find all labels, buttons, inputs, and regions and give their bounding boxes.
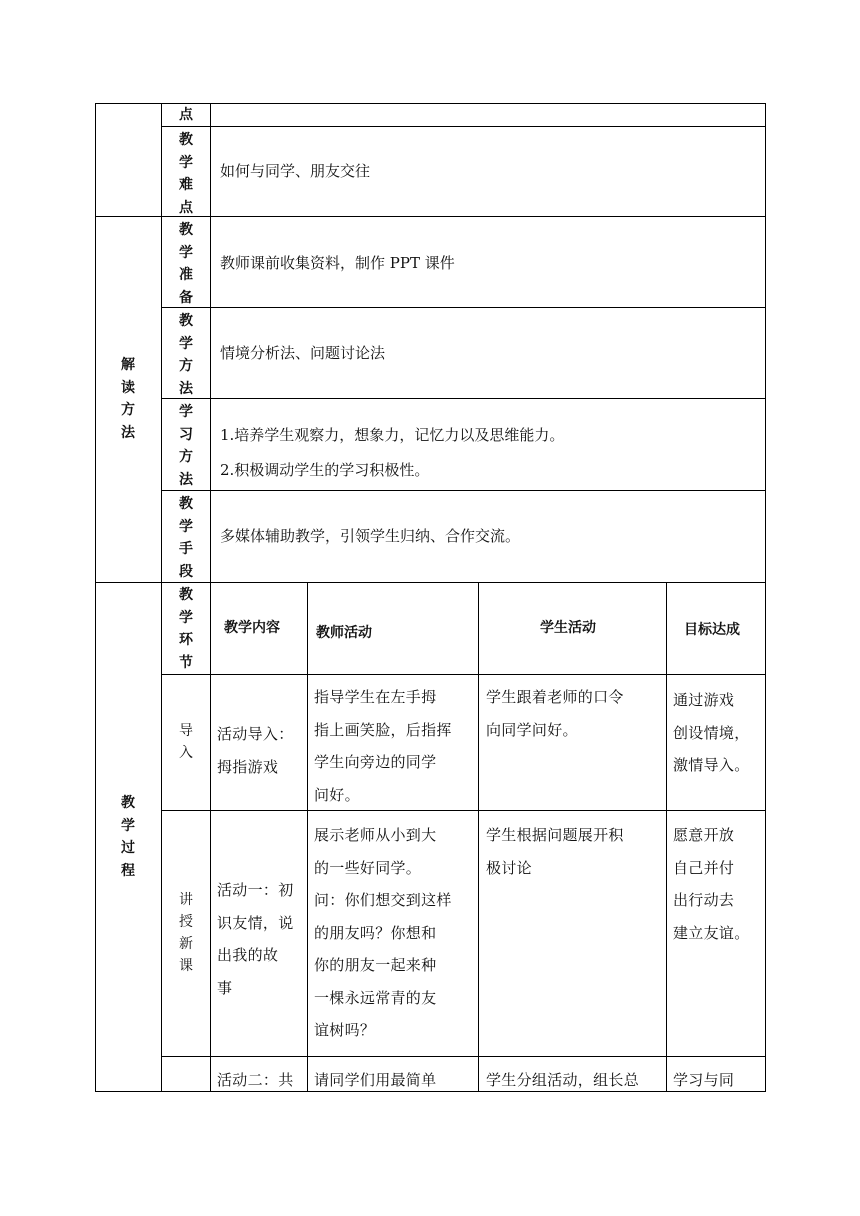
- lesson-teacher: [314, 819, 474, 1047]
- intro-student: [486, 681, 664, 746]
- rule: [95, 103, 96, 1092]
- label-char: 方: [179, 358, 193, 374]
- label-char: 教: [179, 222, 193, 238]
- label-char: 学: [179, 154, 193, 171]
- cell-line: 活动一：初: [217, 881, 294, 899]
- label-char: 备: [179, 289, 193, 306]
- cell-line: 活动导入：: [217, 725, 294, 743]
- label-char: 节: [179, 654, 193, 671]
- prep-label: [162, 219, 210, 309]
- cell-line: 事: [217, 978, 233, 997]
- stage-intro: [176, 720, 196, 764]
- cell-line: 一棵永远常青的友: [314, 988, 437, 1007]
- learning-method-line-1: 1.培养学生观察力，想象力，记忆力以及思维能力。: [220, 426, 565, 444]
- label-char: 教: [179, 587, 193, 603]
- rule: [666, 582, 667, 1092]
- lesson-student: [486, 819, 664, 884]
- label-char: 准: [179, 267, 193, 283]
- prep-content: 教师课前收集资料，制作 PPT 课件: [220, 254, 455, 272]
- label-char: 程: [121, 862, 135, 879]
- label-char: 讲: [179, 892, 193, 908]
- rule: [765, 103, 766, 1092]
- label-char: 教: [179, 313, 193, 329]
- rule: [161, 674, 766, 675]
- label-char: 习: [179, 426, 193, 443]
- rule: [161, 1056, 766, 1057]
- label-char: 学: [179, 335, 193, 352]
- rule: [478, 582, 479, 1092]
- cell-line: 学生跟着老师的口令: [486, 688, 624, 706]
- label-char: 段: [179, 563, 193, 580]
- cell-line: 出我的故: [217, 946, 279, 964]
- cell-line: 活动二：共: [217, 1071, 294, 1089]
- cell-line: 的一些好同学。: [314, 858, 422, 877]
- label-char: 读: [121, 379, 135, 396]
- label-char: 点: [179, 199, 193, 216]
- rule: [161, 126, 766, 127]
- method-section-label: [104, 354, 152, 444]
- header-teacher: 教师活动: [316, 625, 372, 641]
- label-char: 解: [121, 357, 135, 373]
- cell-line: 向同学问好。: [486, 720, 578, 739]
- label-char: 新: [179, 936, 193, 952]
- label-char: 学: [179, 244, 193, 261]
- means-label: [162, 493, 210, 583]
- label-char: 授: [179, 914, 193, 930]
- cell-line: 的朋友吗？你想和: [314, 923, 437, 942]
- cell-line: 创设情境，: [673, 723, 750, 742]
- label-char: 教: [179, 132, 193, 148]
- cell-line: 建立友谊。: [673, 923, 750, 942]
- activity2-student: [486, 1064, 664, 1097]
- header-goal: 目标达成: [684, 622, 740, 638]
- label-char: 学: [121, 817, 135, 834]
- label-char: 方: [121, 402, 135, 418]
- cell-line: 极讨论: [486, 858, 532, 877]
- learning-method-label: [162, 401, 210, 491]
- lesson-goal: [673, 819, 761, 949]
- rule: [307, 582, 308, 1092]
- top-row-label: 点: [179, 107, 193, 123]
- lesson-content: [217, 874, 303, 1004]
- label-char: 法: [121, 424, 135, 441]
- rule: [161, 307, 766, 308]
- label-char: 难: [179, 177, 193, 193]
- label-char: 手: [179, 541, 193, 557]
- rule: [161, 398, 766, 399]
- label-char: 导: [179, 723, 193, 739]
- label-char: 入: [179, 745, 193, 761]
- learning-method-line-2: 2.积极调动学生的学习积极性。: [220, 461, 430, 479]
- activity2-content: [217, 1064, 303, 1097]
- teaching-method-label: [162, 310, 210, 400]
- cell-line: 请同学们用最简单: [314, 1071, 437, 1089]
- cell-line: 指导学生在左手拇: [314, 688, 437, 706]
- rule: [161, 490, 766, 491]
- rule: [210, 103, 211, 1092]
- header-stage: [162, 584, 210, 674]
- cell-line: 问好。: [314, 785, 360, 804]
- label-char: 法: [179, 380, 193, 397]
- activity2-teacher: [314, 1064, 474, 1097]
- cell-line: 学生分组活动，组长总: [486, 1071, 640, 1089]
- teaching-method-content: 情境分析法、问题讨论法: [220, 344, 386, 362]
- cell-line: 指上画笑脸，后指挥: [314, 720, 452, 739]
- activity2-goal: [673, 1064, 761, 1097]
- cell-line: 愿意开放: [673, 826, 735, 844]
- cell-line: 自己并付: [673, 858, 735, 877]
- label-char: 学: [179, 609, 193, 626]
- cell-line: 学生向旁边的同学: [314, 753, 437, 771]
- header-student: 学生活动: [540, 620, 596, 636]
- cell-line: 学习与同: [673, 1071, 735, 1089]
- difficulty-content: 如何与同学、朋友交往: [220, 162, 371, 180]
- cell-line: 展示老师从小到大: [314, 826, 437, 844]
- process-section-label: [104, 792, 152, 882]
- cell-line: 通过游戏: [673, 691, 735, 709]
- label-char: 学: [179, 404, 193, 420]
- label-char: 课: [179, 958, 193, 974]
- intro-content: [217, 718, 303, 783]
- label-char: 环: [179, 632, 193, 648]
- cell-line: 出行动去: [673, 891, 735, 909]
- label-char: 过: [121, 840, 135, 856]
- stage-new-lesson: [176, 889, 196, 977]
- label-char: 法: [179, 471, 193, 488]
- difficulty-label: [162, 129, 210, 219]
- label-char: 学: [179, 518, 193, 535]
- cell-line: 激情导入。: [673, 756, 750, 774]
- intro-teacher: [314, 681, 474, 811]
- cell-line: 谊树吗？: [314, 1021, 376, 1039]
- cell-line: 你的朋友一起来种: [314, 956, 437, 974]
- cell-line: 识友情，说: [217, 913, 294, 932]
- label-char: 教: [179, 496, 193, 512]
- cell-line: 拇指游戏: [217, 757, 279, 776]
- label-char: 教: [121, 795, 135, 811]
- header-content: 教学内容: [224, 620, 280, 636]
- means-content: 多媒体辅助教学，引领学生归纳、合作交流。: [220, 527, 521, 545]
- label-char: 方: [179, 449, 193, 465]
- cell-line: 问：你们想交到这样: [314, 891, 452, 909]
- cell-line: 学生根据问题展开积: [486, 826, 624, 844]
- intro-goal: [673, 684, 761, 782]
